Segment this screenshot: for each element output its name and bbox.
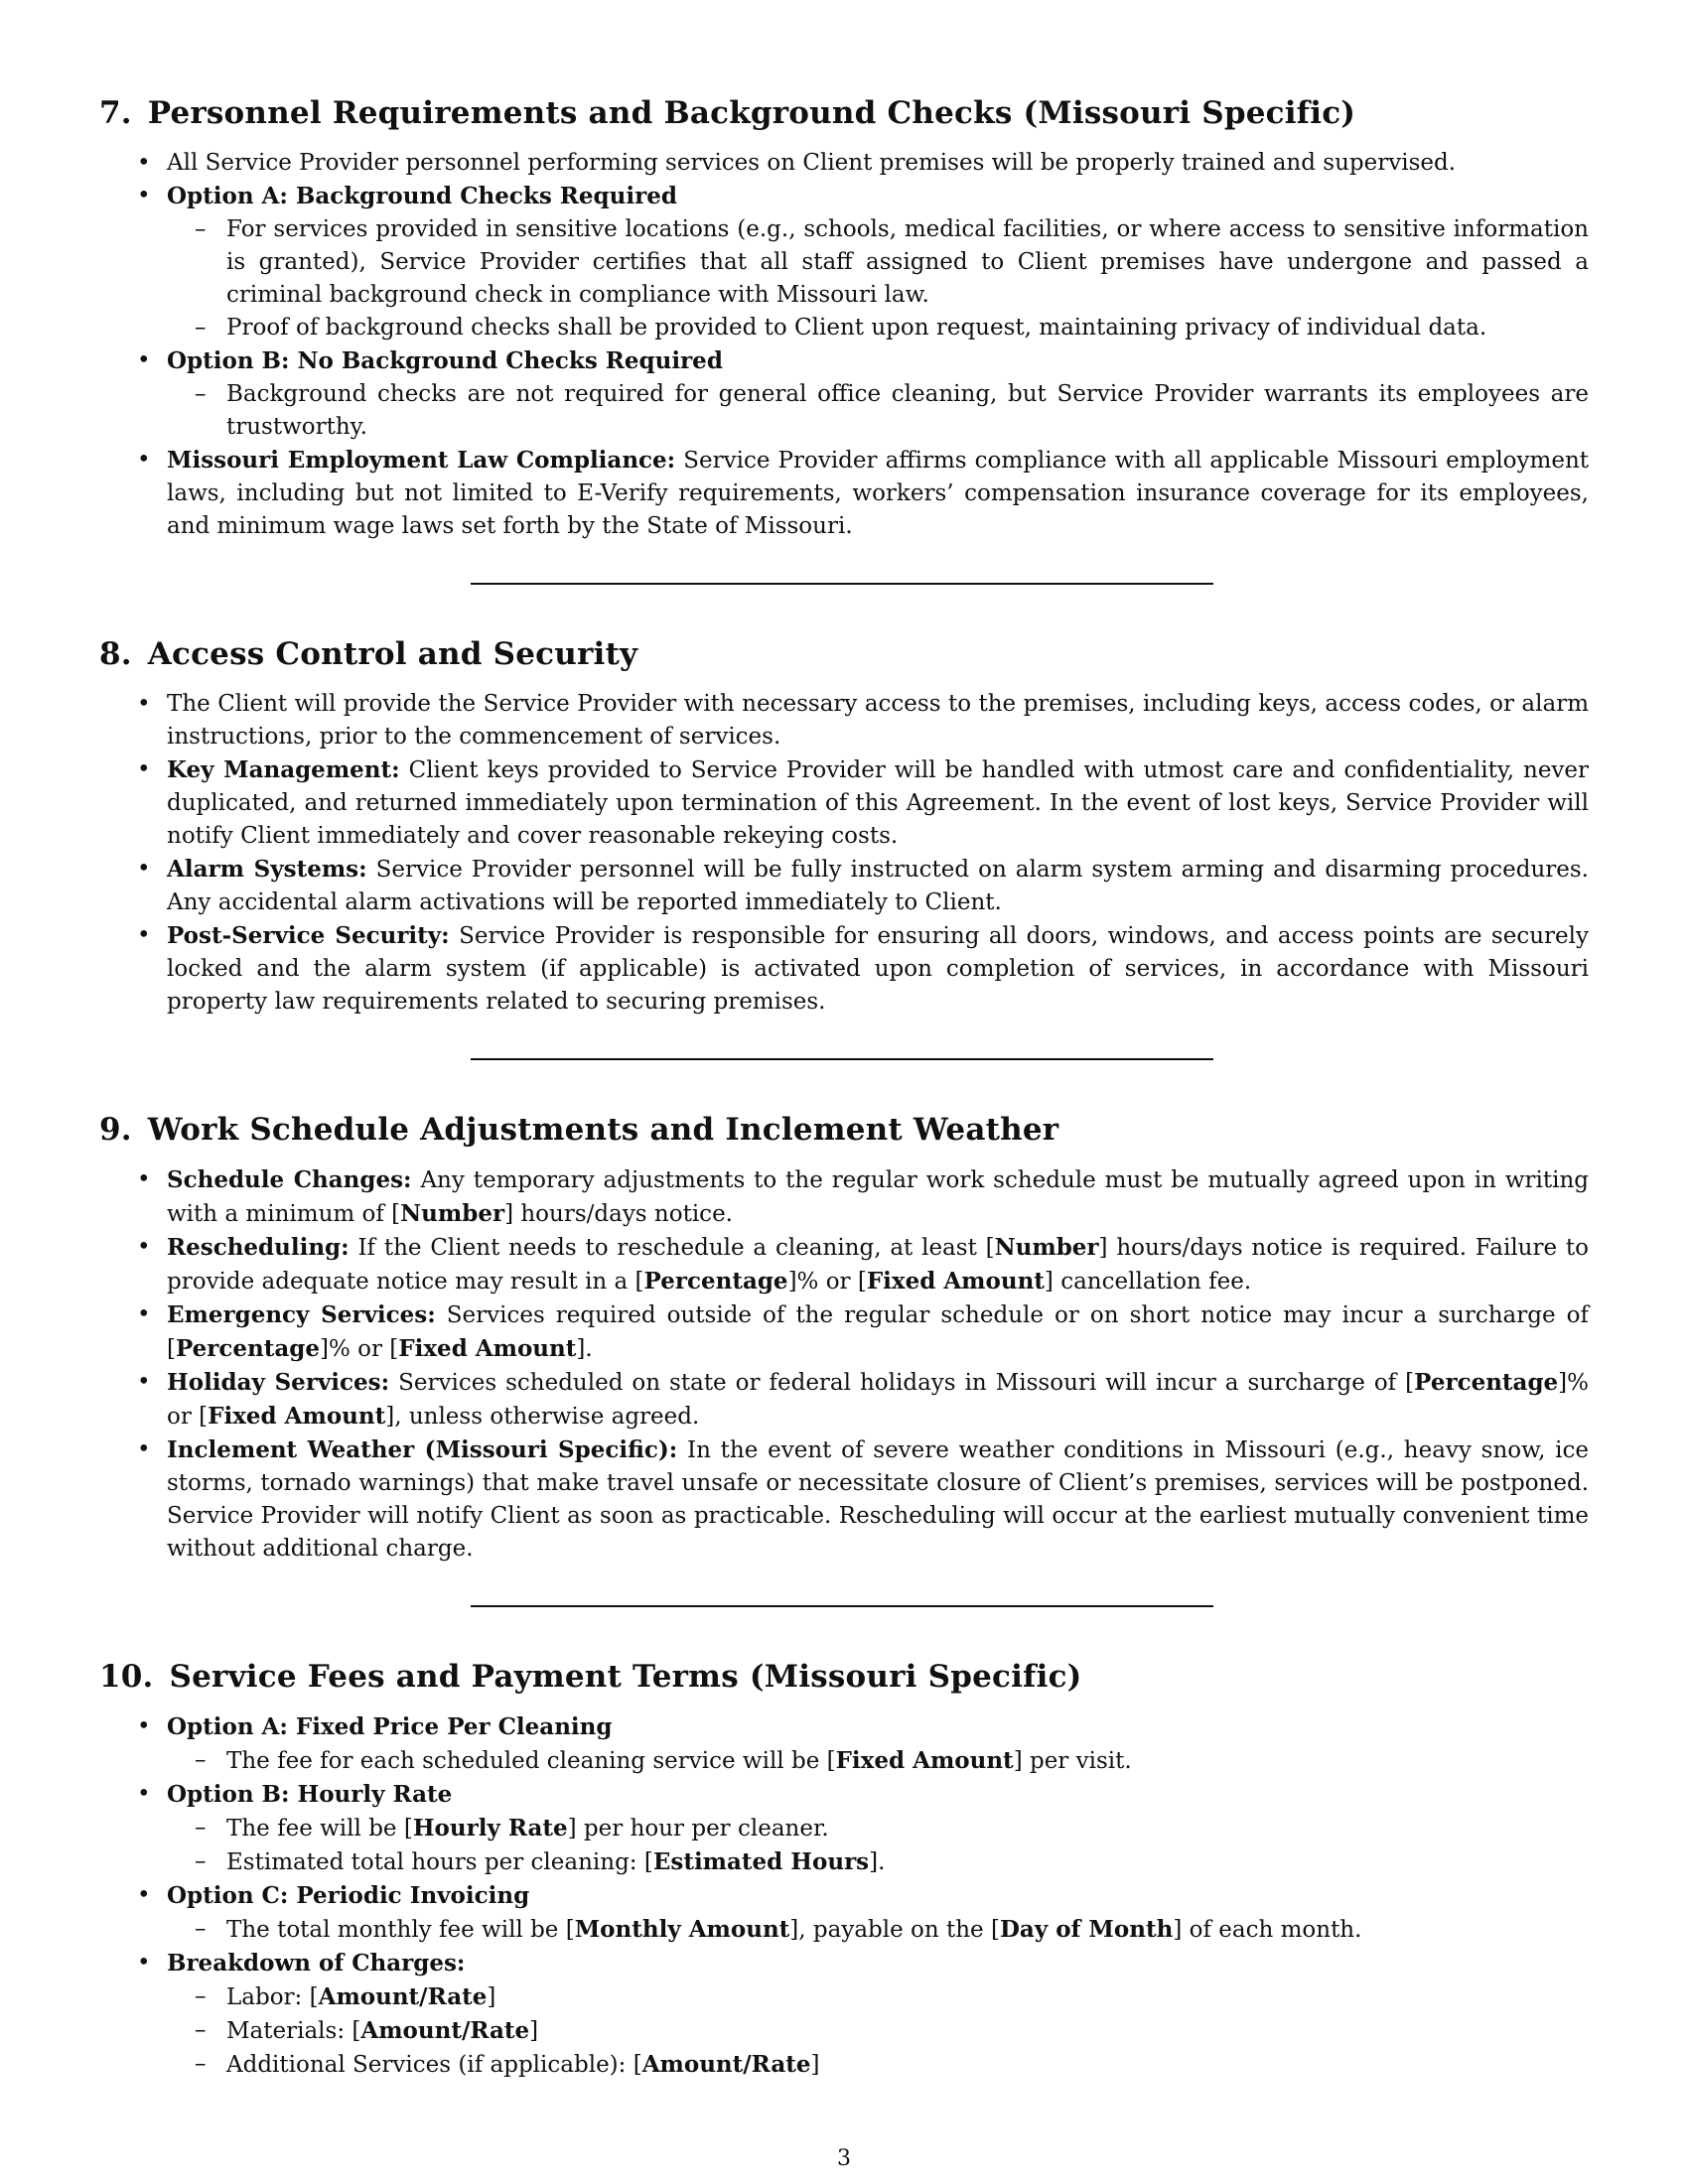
sub-list-item: – Background checks are not required for general office cleaning, but Service Provider warrants its employees are trustworthy. xyxy=(165,378,1589,444)
item-text: Service Provider personnel will be fully instructed on alarm system arming and disarming procedures. Any accidental alarm activations will be reported immediately to Client. xyxy=(167,857,1589,915)
section-heading xyxy=(99,1655,1589,1699)
sub-list xyxy=(167,1744,1589,1778)
document-page xyxy=(99,91,1589,2082)
section-7 xyxy=(99,91,1589,543)
item-text: Services scheduled on state or federal holidays in Missouri will incur a surcharge of [Percentage]% or [Fixed Amount], unless otherwise agreed. xyxy=(167,1369,1589,1430)
list-item xyxy=(99,753,1589,853)
item-text: All Service Provider personnel performing services on Client premises will be properly trained and supervised. xyxy=(167,150,1457,176)
section-divider xyxy=(471,583,1213,585)
section-heading xyxy=(99,91,1589,135)
list-item xyxy=(99,1163,1589,1231)
bullet-list xyxy=(99,688,1589,1019)
item-label: Emergency Services: xyxy=(167,1301,436,1328)
item-text: Service Provider is responsible for ensuring all doors, windows, and access points are securely locked and the alarm system (if applicable) is activated upon completion of services, in accordance with Missouri property law requirements related to securing premises. xyxy=(167,923,1589,1015)
item-label: Key Management: xyxy=(167,756,400,783)
section-title: Access Control and Security xyxy=(147,636,638,672)
section-number: 10. xyxy=(99,1659,154,1695)
section-9 xyxy=(99,1108,1589,1566)
list-item xyxy=(99,1298,1589,1366)
section-divider xyxy=(471,1605,1213,1607)
section-divider xyxy=(471,1058,1213,1060)
item-text: If the Client needs to reschedule a cleaning, at least [Number] hours/days notice is required. Failure to provide adequate notice may result in a [Percentage]% or [Fixed Amount] cancellation fee. xyxy=(167,1234,1589,1295)
sub-list xyxy=(167,1913,1589,1947)
sub-list xyxy=(167,378,1589,444)
list-item xyxy=(99,444,1589,543)
item-label: Missouri Employment Law Compliance: xyxy=(167,447,676,474)
list-item xyxy=(99,1366,1589,1433)
item-text: Client keys provided to Service Provider will be handled with utmost care and confidentiality, never duplicated, and returned immediately upon termination of this Agreement. In the event of lost keys, Service Provider will notify Client immediately and cover reasonable rekeying costs. xyxy=(167,757,1590,849)
sub-list xyxy=(167,1980,1589,2082)
item-label: Option A: Background Checks Required xyxy=(167,183,677,209)
item-label: Breakdown of Charges: xyxy=(167,1950,466,1977)
section-title: Work Schedule Adjustments and Inclement Weather xyxy=(147,1112,1059,1148)
item-label: Option C: Periodic Invoicing xyxy=(167,1882,530,1909)
item-label: Holiday Services: xyxy=(167,1369,390,1396)
item-label: Option B: Hourly Rate xyxy=(167,1781,453,1808)
list-item xyxy=(99,853,1589,919)
list-item xyxy=(99,1710,1589,1778)
list-item xyxy=(99,147,1589,180)
sub-list-item: – The fee for each scheduled cleaning service will be [Fixed Amount] per visit. xyxy=(165,1744,1589,1778)
item-text: In the event of severe weather conditions in Missouri (e.g., heavy snow, ice storms, tornado warnings) that make travel unsafe or necessitate closure of Client’s premises, services will be postponed. Service Provider will notify Client as soon as practicable. Rescheduling will occur at the earliest mutually convenient time without additional charge. xyxy=(167,1437,1590,1562)
section-number: 9. xyxy=(99,1112,132,1148)
item-label: Rescheduling: xyxy=(167,1234,350,1261)
section-8 xyxy=(99,632,1589,1019)
item-label: Schedule Changes: xyxy=(167,1166,412,1193)
bullet-list xyxy=(99,147,1589,543)
item-label: Option B: No Background Checks Required xyxy=(167,347,723,374)
list-item xyxy=(99,180,1589,344)
sub-list-item: – Estimated total hours per cleaning: [Estimated Hours]. xyxy=(165,1845,1589,1879)
page-number: 3 xyxy=(837,2146,851,2171)
sub-list xyxy=(167,213,1589,344)
list-item xyxy=(99,1947,1589,2082)
item-text: Services required outside of the regular schedule or on short notice may incur a surcharge of [Percentage]% or [Fixed Amount]. xyxy=(167,1302,1589,1362)
item-text: The Client will provide the Service Provider with necessary access to the premises, including keys, access codes, or alarm instructions, prior to the commencement of services. xyxy=(167,691,1589,750)
sub-list-item: – Labor: [Amount/Rate] xyxy=(165,1980,1589,2014)
list-item xyxy=(99,1778,1589,1879)
sub-list-item: – The total monthly fee will be [Monthly Amount], payable on the [Day of Month] of each month. xyxy=(165,1913,1589,1947)
list-item xyxy=(99,344,1589,444)
item-label: Alarm Systems: xyxy=(167,856,367,883)
sub-list-item: – The fee will be [Hourly Rate] per hour per cleaner. xyxy=(165,1812,1589,1845)
item-label: Post-Service Security: xyxy=(167,922,450,949)
list-item xyxy=(99,1231,1589,1298)
sub-list-item: – For services provided in sensitive locations (e.g., schools, medical facilities, or where access to sensitive information is granted), Service Provider certifies that all staff assigned to Client premises have undergone and passed a criminal background check in compliance with Missouri law. xyxy=(165,213,1589,312)
bullet-list xyxy=(99,1163,1589,1566)
sub-list-item: – Additional Services (if applicable): [Amount/Rate] xyxy=(165,2048,1589,2082)
list-item xyxy=(99,1879,1589,1947)
section-10 xyxy=(99,1655,1589,2082)
item-label: Option A: Fixed Price Per Cleaning xyxy=(167,1713,613,1740)
section-heading xyxy=(99,632,1589,676)
section-number: 8. xyxy=(99,636,132,672)
sub-list-item: – Proof of background checks shall be provided to Client upon request, maintaining privacy of individual data. xyxy=(165,312,1589,344)
item-text: Any temporary adjustments to the regular work schedule must be mutually agreed upon in writing with a minimum of [Number] hours/days notice. xyxy=(167,1167,1589,1227)
section-number: 7. xyxy=(99,95,132,131)
item-label: Inclement Weather (Missouri Specific): xyxy=(167,1436,678,1463)
sub-list-item: – Materials: [Amount/Rate] xyxy=(165,2014,1589,2048)
item-text: Service Provider affirms compliance with all applicable Missouri employment laws, including but not limited to E-Verify requirements, workers’ compensation insurance coverage for its employees, and minimum wage laws set forth by the State of Missouri. xyxy=(167,448,1589,539)
section-heading xyxy=(99,1108,1589,1152)
section-title: Service Fees and Payment Terms (Missouri Specific) xyxy=(169,1659,1082,1695)
list-item xyxy=(99,919,1589,1019)
section-title: Personnel Requirements and Background Checks (Missouri Specific) xyxy=(147,95,1356,131)
sub-list xyxy=(167,1812,1589,1879)
list-item xyxy=(99,1433,1589,1566)
list-item xyxy=(99,688,1589,753)
bullet-list xyxy=(99,1710,1589,2082)
